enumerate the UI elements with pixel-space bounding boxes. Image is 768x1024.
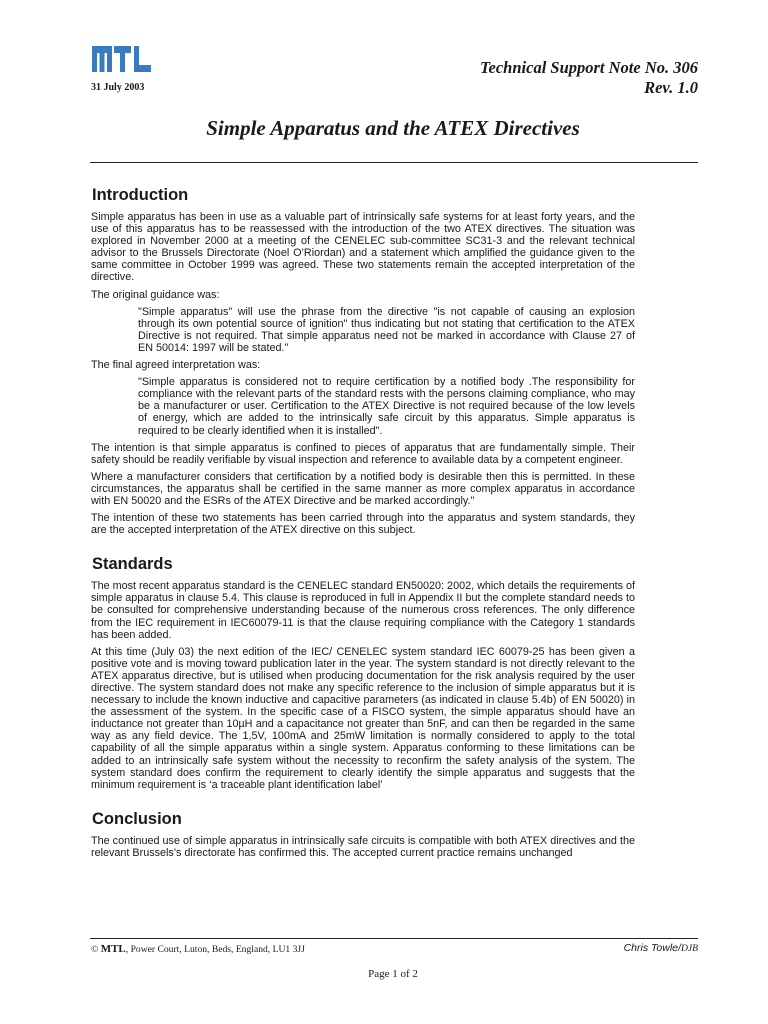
document-title: Simple Apparatus and the ATEX Directives	[206, 116, 580, 140]
document-body	[91, 185, 635, 864]
mtl-logo	[92, 44, 152, 74]
note-number: Technical Support Note No. 306	[479, 58, 698, 77]
document-date: 31 July 2003	[91, 82, 145, 93]
introduction-paragraph: The original guidance was:	[91, 288, 220, 301]
revision-label: Rev. 1.0	[644, 78, 698, 97]
original-guidance-quote: "Simple apparatus" will use the phrase from the directive "is not capable of causing an explosion through its own potential source of ignition" thus indicating but not stating that certification to the ATEX Directive is not required. That simple apparatus need not be marked in accordance with Clause 27 of EN 50014: 1997 will be stated."	[138, 305, 635, 354]
footer-company: MTL	[100, 943, 126, 955]
conclusion-paragraph: The continued use of simple apparatus in intrinsically safe circuits is compatible with both ATEX directives and the relevant Brussels’s directorate has confirmed this. The accepted current practice remains unchanged	[91, 834, 635, 859]
introduction-paragraph: The intention of these two statements has been carried through into the apparatus and system standards, they are the accepted interpretation of the ATEX directive on this subject.	[91, 512, 635, 537]
introduction-paragraph: The final agreed interpretation was:	[91, 359, 261, 372]
conclusion-heading: Conclusion	[92, 809, 182, 828]
footer-address	[91, 943, 305, 955]
author-name: Chris Towle/	[623, 942, 681, 954]
standards-heading: Standards	[92, 555, 173, 574]
page-number: Page 1 of 2	[368, 968, 418, 980]
standards-paragraph: At this time (July 03) the next edition of the IEC/ CENELEC system standard IEC 60079-25 has been given a positive vote and is moving toward publication later in the year. The system standard is not directly relevant to the ATEX apparatus directive, but is utilised when producing documentation for the risk analysis required by the user directive. The system standard does not make any specific reference to the inclusion of simple apparatus but it is necessary to include the known inductive and capacitive parameters (as indicated in clause 5.4b) of EN 50020) in the assessment of the system. In the specific case of a FISCO system, the simple apparatus should have an inductance not greater than 10µH and a capacitance not greater than 5nF, and can then be regarded in the same way as any field device. The 1,5V, 100mA and 25mW limitation is normally considered to apply to the total capability of all the simple apparatus within a single system. Apparatus conforming to these limitations can be added to an intrinsically safe system without the necessity to reconfirm the safety analysis of the system. The system standard does confirm the requirement to clearly identify the simple apparatus and suggests that the minimum requirement is ‘a traceable plant identification label’	[91, 645, 635, 791]
footer-address-text: , Power Court, Luton, Beds, England, LU1 3JJ	[125, 944, 305, 955]
introduction-paragraph: Simple apparatus has been in use as a valuable part of intrinsically safe systems for at least forty years, and the use of this apparatus has to be reassessed with the introduction of the two ATEX directives. The situation was explored in November 2000 at a meeting of the CENELEC sub-committee SC31-3 and the relevant technical advisor to the Brussels Directorate (Noel O’Riordan) and a statement which amplified the guidance given to the same committee in October 1999 was agreed. These two statements remain the accepted interpretation of the directive.	[91, 211, 635, 284]
introduction-heading: Introduction	[92, 186, 189, 204]
final-interpretation-quote: "Simple apparatus is considered not to require certification by a notified body .The responsibility for compliance with the relevant parts of the standard rests with the persons claiming compliance, who may be a manufacturer or user. Certification to the ATEX Directive is not required because of the low levels of energy, which are added to the intrinsically safe circuit by this apparatus. Simple apparatus is required to be clearly identified when it is installed".	[138, 376, 635, 437]
copyright-symbol: ©	[91, 944, 99, 955]
introduction-paragraph: The intention is that simple apparatus is confined to pieces of apparatus that are fundamentally simple. Their safety should be readily verifiable by visual inspection and reference to available data by a competent engineer.	[91, 441, 635, 466]
title-divider	[90, 162, 698, 163]
footer-divider	[90, 938, 698, 939]
standards-paragraph: The most recent apparatus standard is the CENELEC standard EN50020: 2002, which details the requirements of simple apparatus in clause 5.4. This clause is reproduced in full in Appendix II but the complete standard needs to be consulted for comprehensive understanding because of the numerous cross references. The only difference from the IEC requirement in IEC60079-11 is that the clause requiring compliance with the Category 1 standards has been added.	[91, 580, 635, 641]
footer-author	[624, 942, 698, 954]
author-initials: DJB	[680, 943, 698, 954]
introduction-paragraph: Where a manufacturer considers that certification by a notified body is desirable then this is permitted. In these circumstances, the apparatus shall be certified in the same manner as more complex apparatus in accordance with EN 50020 and the ESRs of the ATEX Directive and be marked accordingly."	[91, 470, 635, 507]
